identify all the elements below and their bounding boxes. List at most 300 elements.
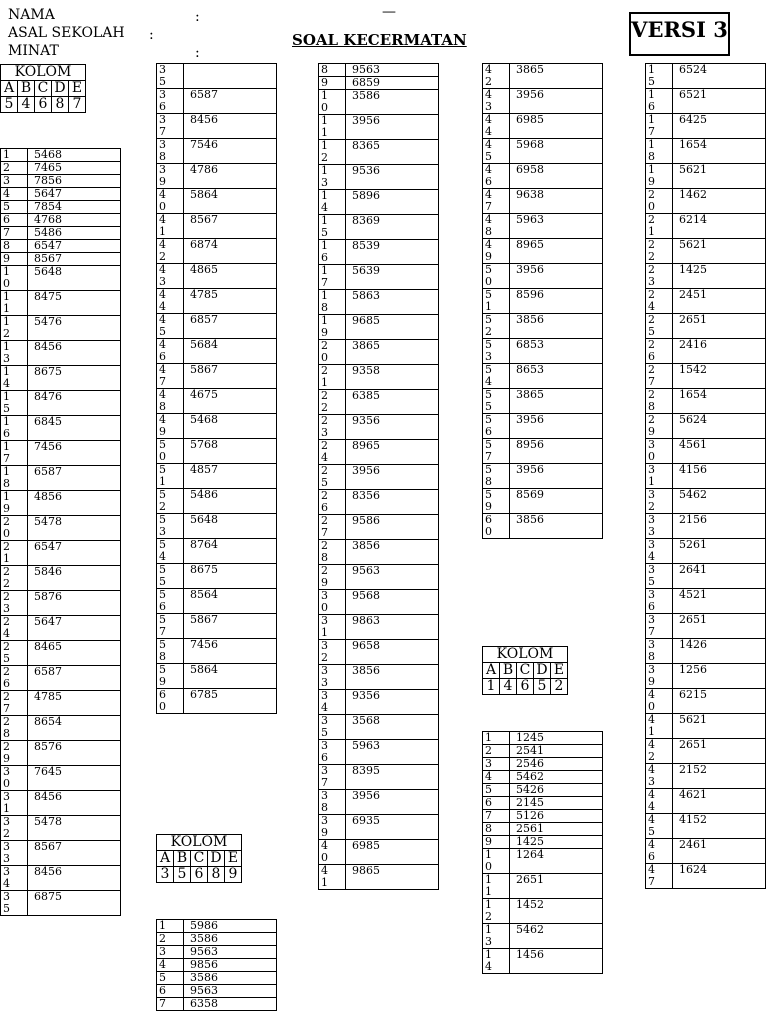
row-number: 2 6 xyxy=(646,339,673,364)
table-row xyxy=(1,866,121,891)
table-row xyxy=(1,766,121,791)
row-number: 5 4 xyxy=(483,364,510,389)
colon-nama: : xyxy=(195,9,200,25)
table-row xyxy=(1,641,121,666)
row-number: 3 3 xyxy=(646,514,673,539)
row-number: 5 1 xyxy=(483,289,510,314)
table-row xyxy=(1,175,121,188)
row-number: 3 5 xyxy=(157,64,184,89)
table-row xyxy=(483,464,603,489)
row-value: 5624 xyxy=(673,414,766,439)
row-value: 5963 xyxy=(510,214,603,239)
table-row xyxy=(1,341,121,366)
table-row xyxy=(319,640,439,665)
table-row xyxy=(646,614,766,639)
table-row xyxy=(319,190,439,215)
row-value: 1452 xyxy=(510,899,603,924)
row-value: 5768 xyxy=(184,439,277,464)
table-row xyxy=(157,920,277,933)
row-value: 1654 xyxy=(673,389,766,414)
kolom-letter: C xyxy=(35,81,52,97)
table-row xyxy=(157,464,277,489)
table-row xyxy=(319,215,439,240)
table-row xyxy=(483,899,603,924)
table-row xyxy=(483,389,603,414)
table-row xyxy=(483,823,603,836)
row-value: 2541 xyxy=(510,745,603,758)
row-number: 2 5 xyxy=(1,641,28,666)
row-number: 4 1 xyxy=(646,714,673,739)
table-row xyxy=(483,784,603,797)
row-number: 1 0 xyxy=(1,266,28,291)
table-row xyxy=(646,239,766,264)
row-number: 2 7 xyxy=(1,691,28,716)
row-number: 2 8 xyxy=(646,389,673,414)
row-value: 9563 xyxy=(184,946,277,959)
row-number: 5 9 xyxy=(483,489,510,514)
row-value: 5462 xyxy=(673,489,766,514)
row-number: 6 xyxy=(483,797,510,810)
row-number: 3 9 xyxy=(157,164,184,189)
label-asal-sekolah: ASAL SEKOLAH xyxy=(8,25,125,41)
table-row xyxy=(319,165,439,190)
row-number: 5 0 xyxy=(483,264,510,289)
row-number: 2 0 xyxy=(646,189,673,214)
row-number: 1 4 xyxy=(1,366,28,391)
table-row xyxy=(319,790,439,815)
row-number: 7 xyxy=(1,227,28,240)
row-number: 1 2 xyxy=(483,899,510,924)
row-number: 3 4 xyxy=(319,690,346,715)
row-value: 6857 xyxy=(184,314,277,339)
kolom-letter: E xyxy=(225,851,242,867)
row-value: 6587 xyxy=(184,89,277,114)
row-number: 1 0 xyxy=(483,849,510,874)
table-row xyxy=(1,466,121,491)
table-row xyxy=(1,214,121,227)
table-row xyxy=(319,665,439,690)
row-value: 5468 xyxy=(184,414,277,439)
row-number: 1 1 xyxy=(483,874,510,899)
row-value: 9865 xyxy=(346,865,439,890)
row-value: 3568 xyxy=(346,715,439,740)
table-row xyxy=(1,188,121,201)
kolom-letter: A xyxy=(1,81,18,97)
row-value: 3956 xyxy=(510,264,603,289)
row-number: 2 xyxy=(1,162,28,175)
page-title: SOAL KECERMATAN xyxy=(292,31,467,49)
table-row xyxy=(319,840,439,865)
table-row xyxy=(1,441,121,466)
table-row xyxy=(319,90,439,115)
table-row xyxy=(157,114,277,139)
row-number: 3 xyxy=(483,758,510,771)
row-value: 2152 xyxy=(673,764,766,789)
row-number: 9 xyxy=(319,77,346,90)
table-row xyxy=(157,959,277,972)
kolom-letter: D xyxy=(208,851,225,867)
row-number: 2 3 xyxy=(646,264,673,289)
table-row xyxy=(319,865,439,890)
row-value: 2651 xyxy=(673,314,766,339)
row-number: 3 xyxy=(1,175,28,188)
table-row xyxy=(483,745,603,758)
row-number: 4 4 xyxy=(483,114,510,139)
row-value: 5468 xyxy=(28,149,121,162)
row-number: 3 3 xyxy=(1,841,28,866)
number-table-col5 xyxy=(645,63,766,889)
row-number: 4 2 xyxy=(483,64,510,89)
table-row xyxy=(319,565,439,590)
row-number: 3 6 xyxy=(646,589,673,614)
row-number: 5 1 xyxy=(157,464,184,489)
row-value: 1542 xyxy=(673,364,766,389)
row-number: 4 7 xyxy=(157,364,184,389)
row-number: 4 xyxy=(483,771,510,784)
row-number: 9 xyxy=(483,836,510,849)
table-row xyxy=(646,664,766,689)
table-row xyxy=(483,949,603,974)
row-value: 6358 xyxy=(184,998,277,1011)
row-value: 4857 xyxy=(184,464,277,489)
label-nama: NAMA xyxy=(8,7,55,23)
row-number: 2 6 xyxy=(1,666,28,691)
table-row xyxy=(646,539,766,564)
row-value: 9863 xyxy=(346,615,439,640)
row-number: 1 5 xyxy=(319,215,346,240)
row-value: 3956 xyxy=(510,89,603,114)
number-table-col3 xyxy=(318,63,439,890)
table-row xyxy=(157,139,277,164)
kolom-digit: 1 xyxy=(483,679,500,695)
row-value: 3856 xyxy=(346,665,439,690)
table-row xyxy=(157,389,277,414)
row-number: 4 9 xyxy=(157,414,184,439)
row-value: 8456 xyxy=(184,114,277,139)
row-value: 2145 xyxy=(510,797,603,810)
row-value: 8539 xyxy=(346,240,439,265)
kolom-digit: 8 xyxy=(52,97,69,113)
row-number: 4 2 xyxy=(646,739,673,764)
table-row xyxy=(483,314,603,339)
row-number: 2 1 xyxy=(646,214,673,239)
table-row xyxy=(319,515,439,540)
row-value: 5486 xyxy=(28,227,121,240)
table-row xyxy=(646,64,766,89)
table-row xyxy=(1,227,121,240)
table-row xyxy=(319,815,439,840)
row-number: 4 xyxy=(157,959,184,972)
row-number: 4 3 xyxy=(483,89,510,114)
table-row xyxy=(483,239,603,264)
table-row xyxy=(483,189,603,214)
row-number: 2 3 xyxy=(319,415,346,440)
number-table-col4b xyxy=(482,731,603,974)
table-row xyxy=(157,89,277,114)
row-number: 3 5 xyxy=(1,891,28,916)
table-row xyxy=(157,689,277,714)
table-row xyxy=(157,998,277,1011)
table-row xyxy=(319,415,439,440)
table-row xyxy=(319,740,439,765)
row-number: 5 4 xyxy=(157,539,184,564)
kolom-digit: 6 xyxy=(517,679,534,695)
table-row xyxy=(1,616,121,641)
number-table-col2 xyxy=(156,63,277,714)
kolom-letter: C xyxy=(517,663,534,679)
row-number: 4 6 xyxy=(483,164,510,189)
row-number: 1 3 xyxy=(319,165,346,190)
row-value: 8564 xyxy=(184,589,277,614)
row-number: 1 xyxy=(1,149,28,162)
table-row xyxy=(157,264,277,289)
table-row xyxy=(646,814,766,839)
row-number: 3 0 xyxy=(646,439,673,464)
table-row xyxy=(646,439,766,464)
row-number: 7 xyxy=(483,810,510,823)
table-row xyxy=(646,164,766,189)
row-number: 7 xyxy=(157,998,184,1011)
table-row xyxy=(483,514,603,539)
table-row xyxy=(483,771,603,784)
table-row xyxy=(646,339,766,364)
table-row xyxy=(319,390,439,415)
kolom-digit: 6 xyxy=(35,97,52,113)
row-number: 3 4 xyxy=(1,866,28,891)
row-value: 5261 xyxy=(673,539,766,564)
row-value: 8956 xyxy=(510,439,603,464)
table-row xyxy=(319,77,439,90)
table-row xyxy=(157,164,277,189)
row-value: 8356 xyxy=(346,490,439,515)
row-value: 3586 xyxy=(184,933,277,946)
row-value: 8576 xyxy=(28,741,121,766)
table-row xyxy=(1,691,121,716)
table-row xyxy=(1,201,121,214)
row-number: 2 4 xyxy=(1,616,28,641)
table-row xyxy=(646,364,766,389)
kolom-letter: D xyxy=(52,81,69,97)
row-number: 4 0 xyxy=(157,189,184,214)
table-row xyxy=(646,764,766,789)
row-number: 6 0 xyxy=(483,514,510,539)
table-row xyxy=(157,289,277,314)
table-row xyxy=(646,514,766,539)
table-row xyxy=(157,539,277,564)
row-value: 9563 xyxy=(346,565,439,590)
row-number: 4 5 xyxy=(157,314,184,339)
kolom-digit: 4 xyxy=(500,679,517,695)
table-row xyxy=(646,389,766,414)
table-row xyxy=(646,114,766,139)
row-number: 2 xyxy=(157,933,184,946)
row-number: 1 8 xyxy=(1,466,28,491)
table-row xyxy=(1,366,121,391)
table-row xyxy=(646,564,766,589)
row-value: 4786 xyxy=(184,164,277,189)
row-number: 3 1 xyxy=(646,464,673,489)
row-value: 7854 xyxy=(28,201,121,214)
row-value: 8369 xyxy=(346,215,439,240)
row-value: 2651 xyxy=(673,739,766,764)
row-value: 8475 xyxy=(28,291,121,316)
row-value: 2561 xyxy=(510,823,603,836)
row-number: 5 9 xyxy=(157,664,184,689)
row-value: 5486 xyxy=(184,489,277,514)
row-value: 9685 xyxy=(346,315,439,340)
table-row xyxy=(483,64,603,89)
table-row xyxy=(646,289,766,314)
table-row xyxy=(646,464,766,489)
row-number: 2 9 xyxy=(319,565,346,590)
row-value: 4152 xyxy=(673,814,766,839)
table-row xyxy=(483,114,603,139)
row-value: 8567 xyxy=(28,253,121,266)
row-value: 7456 xyxy=(184,639,277,664)
row-value: 1425 xyxy=(510,836,603,849)
table-row xyxy=(1,291,121,316)
table-row xyxy=(157,189,277,214)
row-number: 1 1 xyxy=(1,291,28,316)
row-number: 3 8 xyxy=(319,790,346,815)
row-number: 4 1 xyxy=(319,865,346,890)
row-number: 1 7 xyxy=(646,114,673,139)
row-value: 8675 xyxy=(28,366,121,391)
table-row xyxy=(319,265,439,290)
row-value: 3856 xyxy=(346,540,439,565)
row-number: 4 9 xyxy=(483,239,510,264)
table-row xyxy=(646,864,766,889)
table-row xyxy=(646,839,766,864)
row-number: 1 9 xyxy=(1,491,28,516)
table-row xyxy=(483,874,603,899)
table-row xyxy=(646,139,766,164)
kolom-digit: 2 xyxy=(551,679,568,695)
row-value: 2546 xyxy=(510,758,603,771)
row-number: 1 5 xyxy=(646,64,673,89)
row-number: 3 0 xyxy=(319,590,346,615)
row-value: 9638 xyxy=(510,189,603,214)
row-number: 4 6 xyxy=(646,839,673,864)
row-number: 2 0 xyxy=(1,516,28,541)
row-number: 1 xyxy=(157,920,184,933)
table-row xyxy=(157,214,277,239)
row-value: 8365 xyxy=(346,140,439,165)
row-number: 1 7 xyxy=(319,265,346,290)
row-number: 1 5 xyxy=(1,391,28,416)
table-row xyxy=(157,339,277,364)
row-number: 4 5 xyxy=(483,139,510,164)
kolom-key-1 xyxy=(0,64,86,113)
table-row xyxy=(483,289,603,314)
row-value: 3956 xyxy=(510,464,603,489)
versi-label: VERSI 3 xyxy=(631,17,728,42)
table-row xyxy=(483,849,603,874)
row-number: 5 xyxy=(1,201,28,214)
table-row xyxy=(319,490,439,515)
table-row xyxy=(319,540,439,565)
kolom-digit: 5 xyxy=(534,679,551,695)
row-number: 1 6 xyxy=(1,416,28,441)
row-number: 2 2 xyxy=(646,239,673,264)
row-value: 7546 xyxy=(184,139,277,164)
table-row xyxy=(319,340,439,365)
row-value: 5647 xyxy=(28,616,121,641)
row-number: 6 0 xyxy=(157,689,184,714)
row-number: 4 1 xyxy=(157,214,184,239)
row-value: 6935 xyxy=(346,815,439,840)
table-row xyxy=(1,162,121,175)
row-value: 6985 xyxy=(346,840,439,865)
row-number: 4 7 xyxy=(483,189,510,214)
row-number: 1 8 xyxy=(646,139,673,164)
table-row xyxy=(483,758,603,771)
table-row xyxy=(319,140,439,165)
row-number: 1 xyxy=(483,732,510,745)
row-value: 4768 xyxy=(28,214,121,227)
row-value: 5963 xyxy=(346,740,439,765)
kolom-digit: 6 xyxy=(191,867,208,883)
row-number: 4 8 xyxy=(157,389,184,414)
row-value: 7645 xyxy=(28,766,121,791)
table-row xyxy=(1,566,121,591)
row-number: 1 4 xyxy=(483,949,510,974)
kolom-key-3 xyxy=(482,646,568,695)
row-value: 8965 xyxy=(510,239,603,264)
table-row xyxy=(1,666,121,691)
row-number: 5 5 xyxy=(157,564,184,589)
row-number: 3 5 xyxy=(319,715,346,740)
row-value: 6547 xyxy=(28,541,121,566)
row-value: 1425 xyxy=(673,264,766,289)
table-row xyxy=(1,591,121,616)
row-value: 2651 xyxy=(510,874,603,899)
row-number: 2 2 xyxy=(1,566,28,591)
row-number: 3 6 xyxy=(157,89,184,114)
row-number: 2 1 xyxy=(319,365,346,390)
row-value: 4156 xyxy=(673,464,766,489)
table-row xyxy=(319,115,439,140)
table-row xyxy=(319,465,439,490)
row-value: 5476 xyxy=(28,316,121,341)
row-value: 1426 xyxy=(673,639,766,664)
row-number: 5 3 xyxy=(483,339,510,364)
row-value: 5621 xyxy=(673,239,766,264)
row-number: 2 4 xyxy=(319,440,346,465)
row-value: 3856 xyxy=(510,514,603,539)
row-value: 6521 xyxy=(673,89,766,114)
table-row xyxy=(157,439,277,464)
row-value: 5876 xyxy=(28,591,121,616)
row-number: 4 4 xyxy=(157,289,184,314)
table-row xyxy=(483,264,603,289)
row-value: 9658 xyxy=(346,640,439,665)
row-number: 4 3 xyxy=(646,764,673,789)
row-value: 5647 xyxy=(28,188,121,201)
row-number: 3 9 xyxy=(646,664,673,689)
row-value: 8654 xyxy=(28,716,121,741)
table-row xyxy=(646,689,766,714)
row-value: 6859 xyxy=(346,77,439,90)
table-row xyxy=(157,614,277,639)
row-value: 3856 xyxy=(510,314,603,339)
table-row xyxy=(1,516,121,541)
kolom-digit: 5 xyxy=(1,97,18,113)
table-row xyxy=(646,189,766,214)
row-number: 4 8 xyxy=(483,214,510,239)
table-row xyxy=(157,946,277,959)
row-number: 4 2 xyxy=(157,239,184,264)
